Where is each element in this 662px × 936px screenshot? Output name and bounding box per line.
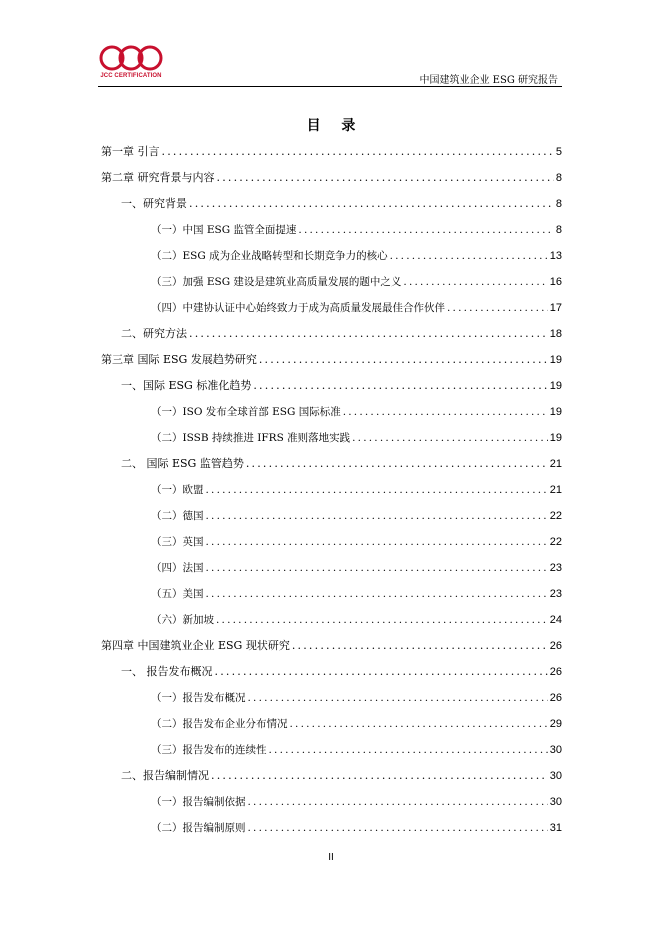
dot-leader: [206, 535, 548, 549]
dot-leader: [290, 717, 548, 731]
toc-entry-page: 26: [549, 692, 562, 704]
dot-leader: [248, 795, 548, 809]
dot-leader: [206, 509, 548, 523]
toc-entry[interactable]: [101, 581, 562, 607]
toc-entry-title: 第二章 研究背景与内容: [101, 171, 215, 184]
toc-entry[interactable]: [101, 165, 562, 191]
toc-entry-title: （四）法国: [151, 562, 204, 574]
toc-entry-page: 24: [549, 614, 562, 626]
toc-entry[interactable]: [101, 503, 562, 529]
toc-entry-title: 第三章 国际 ESG 发展趋势研究: [101, 353, 257, 366]
toc-entry[interactable]: [101, 555, 562, 581]
toc-entry-page: 30: [549, 796, 562, 808]
toc-entry-page: 21: [549, 484, 562, 496]
toc-entry[interactable]: [101, 139, 562, 165]
logo-text: JCC CERTIFICATION: [100, 73, 162, 79]
dot-leader: [343, 405, 548, 419]
toc-entry-page: 19: [549, 354, 562, 366]
toc-entry-title: （四）中建协认证中心始终致力于成为高质量发展最佳合作伙伴: [151, 302, 445, 314]
toc-entry-title: （一）报告编制依据: [151, 796, 246, 808]
toc-entry[interactable]: [101, 217, 562, 243]
toc-entry-title: 一、 报告发布概况: [121, 665, 213, 678]
toc-entry-title: （六）新加坡: [151, 614, 214, 626]
toc-entry-page: 30: [549, 770, 562, 782]
toc-entry-title: （三）加强 ESG 建设是建筑业高质量发展的题中之义: [151, 276, 402, 288]
toc-entry[interactable]: [101, 815, 562, 841]
toc-entry-title: （五）美国: [151, 588, 204, 600]
dot-leader: [215, 665, 548, 679]
toc-entry[interactable]: [101, 529, 562, 555]
dot-leader: [390, 249, 548, 263]
dot-leader: [269, 743, 548, 757]
toc-entry-page: 16: [549, 276, 562, 288]
toc-entry-title: （一）报告发布概况: [151, 692, 246, 704]
toc-entry-title: （二）德国: [151, 510, 204, 522]
toc-entry-title: 一、国际 ESG 标准化趋势: [121, 379, 252, 392]
toc-entry[interactable]: [101, 425, 562, 451]
toc-entry[interactable]: [101, 737, 562, 763]
toc-entry-page: 31: [549, 822, 562, 834]
toc-entry-title: （二）ISSB 持续推进 IFRS 准则落地实践: [151, 432, 351, 444]
dot-leader: [352, 431, 548, 445]
toc-entry-title: （二）ESG 成为企业战略转型和长期竞争力的核心: [151, 250, 388, 262]
toc-entry[interactable]: [101, 347, 562, 373]
toc-entry-page: 19: [549, 432, 562, 444]
toc-entry-page: 29: [549, 718, 562, 730]
toc-entry[interactable]: [101, 659, 562, 685]
toc-entry-page: 22: [549, 536, 562, 548]
toc-entry[interactable]: [101, 269, 562, 295]
header-divider: [98, 86, 562, 87]
toc-entry-title: （一）ISO 发布全球首部 ESG 国际标准: [151, 406, 341, 418]
toc-entry-page: 23: [549, 588, 562, 600]
toc-entry-page: 22: [549, 510, 562, 522]
toc-entry[interactable]: [101, 789, 562, 815]
table-of-contents: [101, 139, 562, 841]
toc-entry[interactable]: [101, 685, 562, 711]
dot-leader: [403, 275, 547, 289]
toc-entry-title: （二）报告发布企业分布情况: [151, 718, 288, 730]
toc-entry[interactable]: [101, 711, 562, 737]
toc-entry-page: 26: [549, 640, 562, 652]
toc-entry-title: 第一章 引言: [101, 145, 160, 158]
toc-entry[interactable]: [101, 763, 562, 789]
toc-title: 目 录: [306, 118, 364, 134]
toc-entry-title: 二、报告编制情况: [121, 769, 209, 782]
toc-entry-page: 19: [549, 380, 562, 392]
dot-leader: [206, 587, 548, 601]
report-header-title: 中国建筑业企业 ESG 研究报告: [419, 75, 558, 86]
toc-entry[interactable]: [101, 243, 562, 269]
toc-entry[interactable]: [101, 295, 562, 321]
dot-leader: [211, 769, 548, 783]
toc-entry-title: 二、研究方法: [121, 327, 187, 340]
toc-entry[interactable]: [101, 633, 562, 659]
toc-entry-title: （三）英国: [151, 536, 204, 548]
toc-entry-page: 5: [555, 146, 562, 158]
toc-entry-page: 18: [549, 328, 562, 340]
dot-leader: [162, 145, 554, 159]
toc-entry-title: （三）报告发布的连续性: [151, 744, 267, 756]
toc-entry[interactable]: [101, 477, 562, 503]
dot-leader: [292, 639, 548, 653]
dot-leader: [206, 483, 548, 497]
dot-leader: [248, 691, 548, 705]
dot-leader: [217, 171, 554, 185]
dot-leader: [189, 197, 554, 211]
jcc-rings-icon: [98, 44, 164, 74]
toc-entry[interactable]: [101, 373, 562, 399]
toc-entry-page: 17: [549, 302, 562, 314]
dot-leader: [298, 223, 553, 237]
toc-entry-title: 二、 国际 ESG 监管趋势: [121, 457, 244, 470]
jcc-logo: [98, 44, 164, 84]
toc-entry-page: 30: [549, 744, 562, 756]
dot-leader: [447, 301, 548, 315]
toc-entry[interactable]: [101, 451, 562, 477]
dot-leader: [246, 457, 548, 471]
dot-leader: [259, 353, 548, 367]
toc-entry[interactable]: [101, 321, 562, 347]
toc-entry-page: 26: [549, 666, 562, 678]
toc-entry[interactable]: [101, 191, 562, 217]
toc-entry-page: 8: [555, 224, 562, 236]
dot-leader: [248, 821, 548, 835]
toc-entry-page: 19: [549, 406, 562, 418]
dot-leader: [216, 613, 548, 627]
toc-entry-page: 21: [549, 458, 562, 470]
dot-leader: [253, 379, 547, 393]
toc-entry[interactable]: [101, 607, 562, 633]
toc-entry-page: 8: [555, 172, 562, 184]
toc-entry-page: 13: [549, 250, 562, 262]
toc-entry-title: （一）中国 ESG 监管全面提速: [151, 224, 297, 236]
toc-entry-title: （一）欧盟: [151, 484, 204, 496]
page-number: II: [328, 852, 334, 863]
toc-entry-title: （二）报告编制原则: [151, 822, 246, 834]
toc-entry-page: 8: [555, 198, 562, 210]
toc-entry[interactable]: [101, 399, 562, 425]
toc-entry-title: 第四章 中国建筑业企业 ESG 现状研究: [101, 639, 290, 652]
toc-entry-title: 一、研究背景: [121, 197, 187, 210]
dot-leader: [206, 561, 548, 575]
toc-entry-page: 23: [549, 562, 562, 574]
dot-leader: [189, 327, 548, 341]
